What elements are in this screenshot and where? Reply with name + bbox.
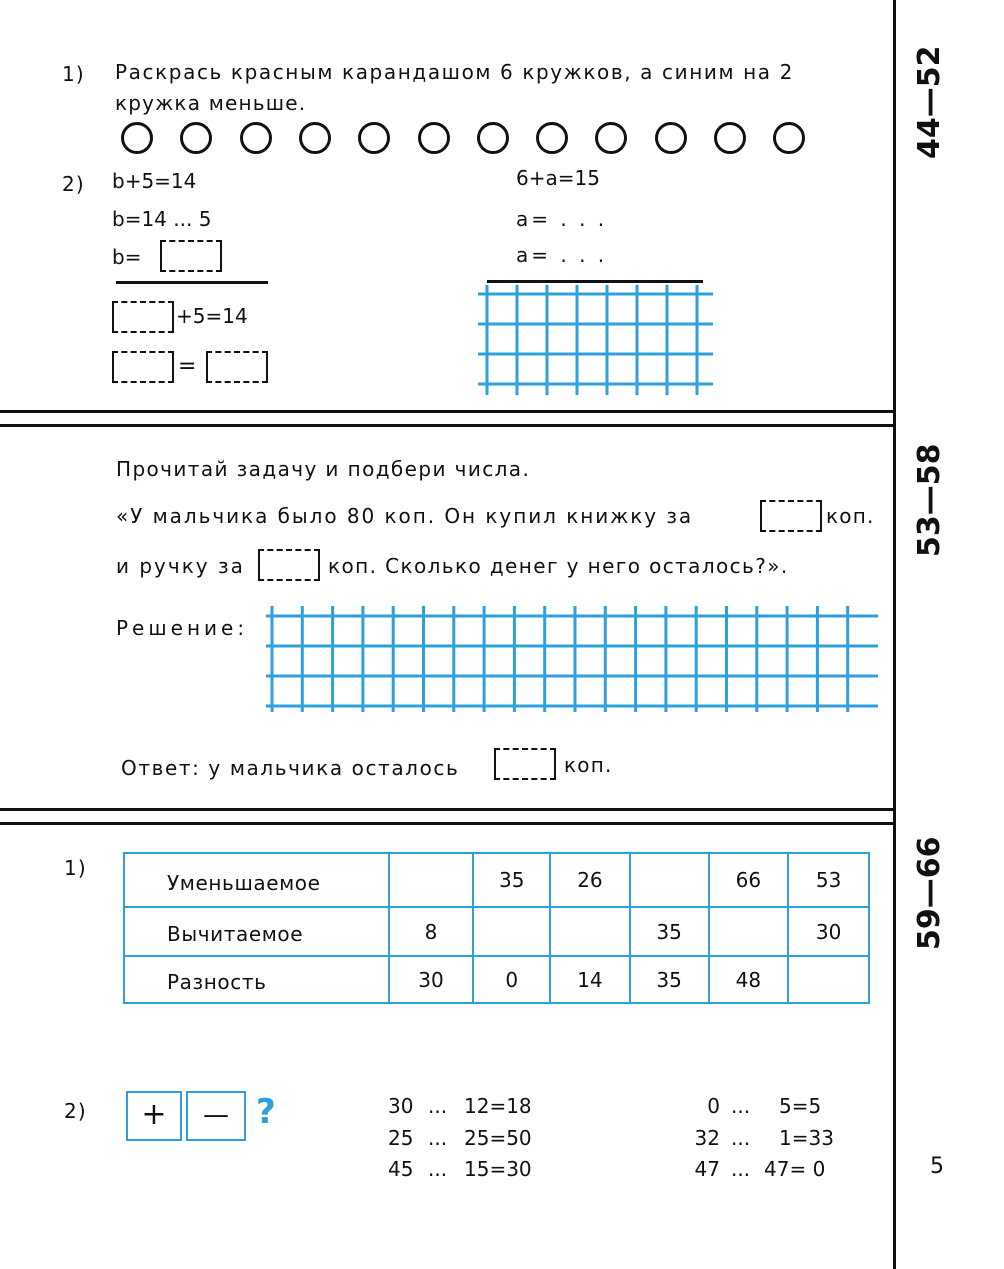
answer-box-book[interactable] — [760, 500, 822, 532]
row-label: Вычитаемое — [124, 907, 389, 956]
left-eq-3-a: 45 — [388, 1157, 414, 1181]
answer-kop: коп. — [564, 753, 613, 777]
colorable-circle[interactable] — [299, 122, 331, 154]
grid-solution[interactable] — [266, 606, 878, 712]
side-label-59-66: 59—66 — [912, 836, 947, 950]
table-cell[interactable]: 35 — [473, 853, 550, 907]
colorable-circle[interactable] — [240, 122, 272, 154]
table-cell[interactable] — [550, 907, 630, 956]
table-row-difference — [124, 956, 869, 1003]
right-eq-2-a: 32 — [694, 1126, 720, 1150]
right-eq-1-a: 0 — [707, 1094, 720, 1118]
left-eq-3-dots: ... — [428, 1157, 448, 1181]
divider-right — [487, 280, 703, 283]
left-eq-1-b: 12=18 — [464, 1094, 532, 1118]
right-eq-3-b: 47= 0 — [764, 1157, 826, 1181]
answer-label: Ответ: у мальчика осталось — [121, 756, 460, 780]
side-label-53-58: 53—58 — [912, 443, 947, 557]
colorable-circle[interactable] — [714, 122, 746, 154]
colorable-circle[interactable] — [536, 122, 568, 154]
table-cell[interactable]: 35 — [630, 907, 709, 956]
table-cell[interactable]: 30 — [788, 907, 869, 956]
eq-a-dots-1: a= . . . — [516, 207, 608, 231]
answer-box-check-1[interactable] — [112, 301, 174, 333]
answer-box-b[interactable] — [160, 240, 222, 272]
left-eq-2-b: 25=50 — [464, 1126, 532, 1150]
section3-top-line — [0, 822, 896, 825]
right-eq-2-b: 1=33 — [779, 1126, 834, 1150]
answer-box-pen[interactable] — [258, 549, 320, 581]
task2-number: 2) — [62, 172, 85, 196]
colorable-circle[interactable] — [773, 122, 805, 154]
table-cell[interactable]: 8 — [389, 907, 474, 956]
answer-box-check-2[interactable] — [112, 351, 174, 383]
table-cell[interactable] — [389, 853, 474, 907]
problem-line1-kop: коп. — [826, 504, 875, 528]
left-eq-1-a: 30 — [388, 1094, 414, 1118]
task-heading: Прочитай задачу и подбери числа. — [116, 457, 531, 481]
subtraction-table — [123, 852, 870, 1004]
table-cell[interactable] — [473, 907, 550, 956]
eq-6-plus-a: 6+a=15 — [516, 166, 600, 190]
eq-b-equals-14-5: b=14 ... 5 — [112, 207, 212, 231]
colorable-circle[interactable] — [655, 122, 687, 154]
table-cell[interactable]: 30 — [389, 956, 474, 1003]
answer-box-remaining[interactable] — [494, 748, 556, 780]
table-task-number: 1) — [64, 856, 87, 880]
section2-bottom-line — [0, 808, 896, 811]
eq-check-equals: = — [178, 354, 197, 379]
table-cell[interactable]: 53 — [788, 853, 869, 907]
row-label: Уменьшаемое — [124, 853, 389, 907]
eq-b-equals: b= — [112, 245, 142, 269]
task1-number: 1) — [62, 62, 85, 86]
table-cell[interactable]: 66 — [709, 853, 789, 907]
answer-box-check-3[interactable] — [206, 351, 268, 383]
right-eq-3-dots: ... — [731, 1157, 751, 1181]
right-eq-2-dots: ... — [731, 1126, 751, 1150]
colorable-circle[interactable] — [358, 122, 390, 154]
table-cell[interactable] — [630, 853, 709, 907]
table-row-minuend — [124, 853, 869, 907]
colorable-circle[interactable] — [418, 122, 450, 154]
right-eq-1-b: 5=5 — [779, 1094, 822, 1118]
task1-text-line2: кружка меньше. — [115, 91, 307, 115]
table-cell[interactable]: 48 — [709, 956, 789, 1003]
minus-sign-box: — — [186, 1091, 246, 1141]
section1-bottom-line — [0, 410, 896, 413]
signs-task-number: 2) — [64, 1099, 87, 1123]
task1-text-line1: Раскрась красным карандашом 6 кружков, а синим на 2 — [115, 60, 794, 84]
question-mark: ? — [256, 1092, 276, 1132]
problem-line2-start: и ручку за — [116, 554, 245, 578]
frame-right-line — [893, 0, 896, 1269]
table-cell[interactable]: 0 — [473, 956, 550, 1003]
table-cell[interactable]: 26 — [550, 853, 630, 907]
table-cell[interactable]: 35 — [630, 956, 709, 1003]
page-number: 5 — [930, 1154, 944, 1179]
grid-section1[interactable] — [478, 285, 713, 395]
left-eq-2-a: 25 — [388, 1126, 414, 1150]
side-label-44-52: 44—52 — [912, 45, 947, 159]
eq-a-dots-2: a= . . . — [516, 243, 608, 267]
table-row-subtrahend — [124, 907, 869, 956]
table-cell[interactable] — [709, 907, 789, 956]
row-label: Разность — [124, 956, 389, 1003]
colorable-circle[interactable] — [180, 122, 212, 154]
left-eq-3-b: 15=30 — [464, 1157, 532, 1181]
colorable-circle[interactable] — [121, 122, 153, 154]
table-cell[interactable]: 14 — [550, 956, 630, 1003]
left-eq-2-dots: ... — [428, 1126, 448, 1150]
left-eq-1-dots: ... — [428, 1094, 448, 1118]
colorable-circle[interactable] — [477, 122, 509, 154]
eq-check-plus-5: +5=14 — [176, 304, 248, 328]
divider-left — [116, 281, 268, 284]
right-eq-3-a: 47 — [694, 1157, 720, 1181]
eq-b-plus-5: b+5=14 — [112, 169, 197, 193]
section2-top-line — [0, 424, 896, 427]
right-eq-1-dots: ... — [731, 1094, 751, 1118]
plus-sign-box: + — [126, 1091, 182, 1141]
solution-label: Решение: — [116, 616, 249, 640]
colorable-circle[interactable] — [595, 122, 627, 154]
problem-line2-end: коп. Сколько денег у него осталось?». — [328, 554, 789, 578]
problem-line1: «У мальчика было 80 коп. Он купил книжку за — [116, 504, 694, 528]
table-cell[interactable] — [788, 956, 869, 1003]
